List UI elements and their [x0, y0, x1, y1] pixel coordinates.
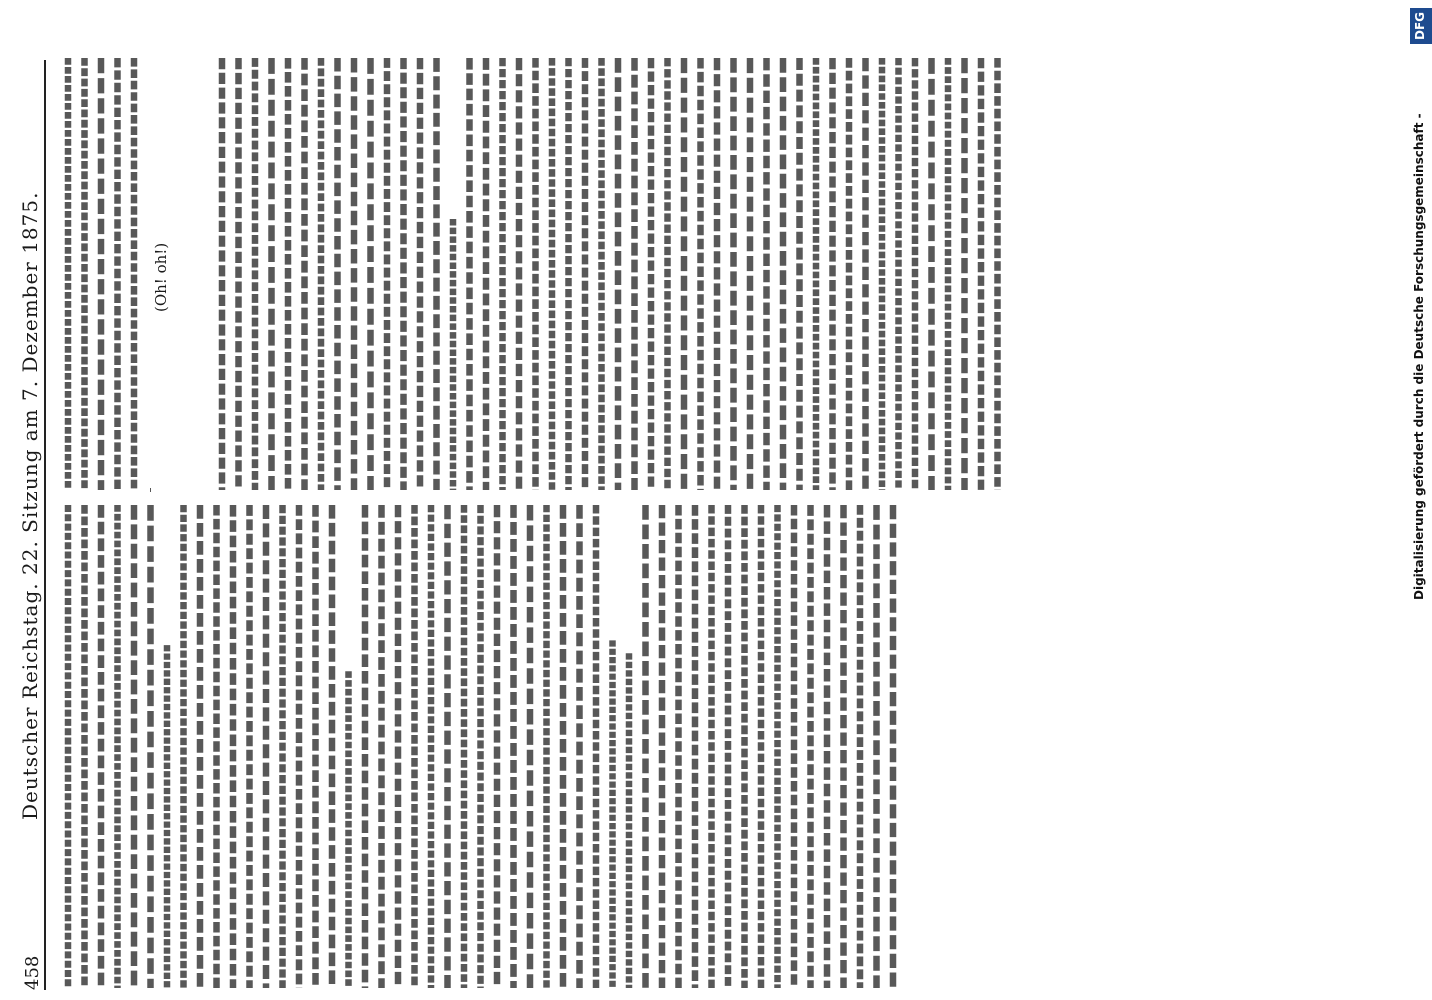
running-title: Deutscher Reichstag. 22. Sitzung am 7. Dezember 1875.: [18, 191, 42, 820]
dfg-logo: [1410, 8, 1432, 44]
interjection-text: (Oh! oh!): [152, 242, 170, 312]
page-number: 458: [22, 955, 43, 990]
dfg-logo-text: DFG: [1413, 11, 1427, 40]
dfg-credit: Digitalisierung gefördert durch die Deutsche Forschungsgemeinschaft -: [1412, 113, 1426, 600]
